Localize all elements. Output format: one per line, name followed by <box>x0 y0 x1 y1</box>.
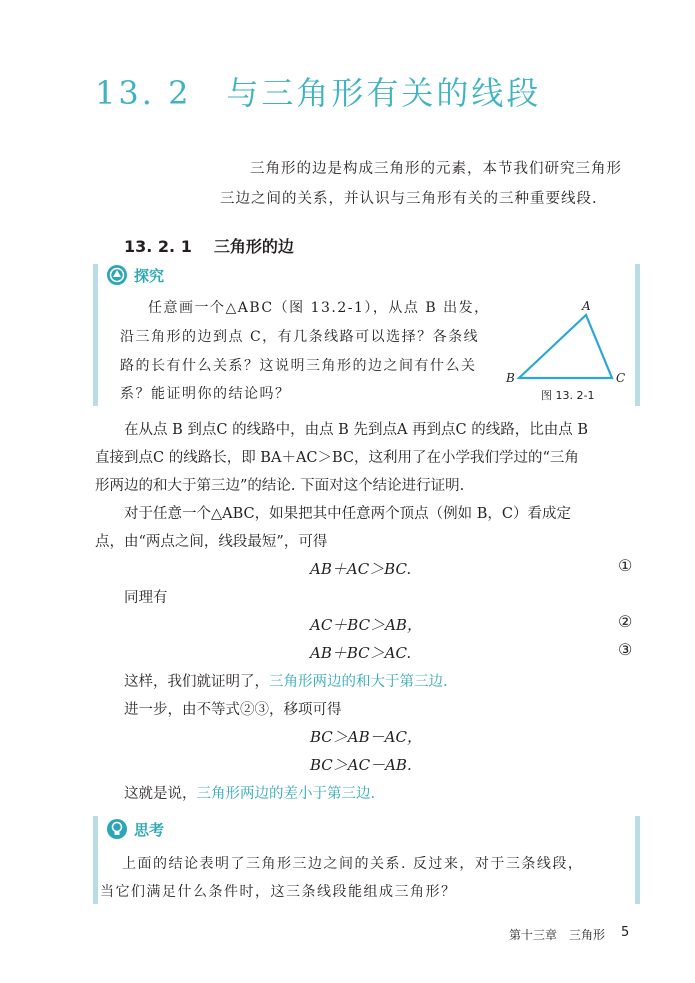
equation-4: BC＞AB－AC， <box>310 728 422 746</box>
think-box <box>93 816 640 904</box>
think-line-2: 当它们满足什么条件时，这三条线段能组成三角形？ <box>100 884 457 900</box>
conclusion-2 <box>124 780 375 808</box>
conclusion-1-highlight: 三角形两边的和大于第三边. <box>269 674 448 690</box>
vertex-c-label: C <box>616 371 626 385</box>
triangle-abc <box>519 315 612 378</box>
explore-box <box>93 264 640 406</box>
explore-header <box>106 264 164 286</box>
subsection-heading <box>124 234 294 257</box>
section-title: 13. 2 与三角形有关的线段 <box>95 74 542 112</box>
para1-line-2: 直接到点C 的线路长，即 BA＋AC＞BC，这利用了在小学我们学过的“三角 <box>95 450 579 466</box>
para2-line-2: 点，由“两点之间，线段最短”，可得 <box>95 534 328 550</box>
think-header <box>106 818 164 840</box>
page-number: 5 <box>621 925 630 940</box>
conclusion-1-prefix: 这样，我们就证明了， <box>124 674 269 690</box>
explore-line-2: 沿三角形的边到点 C，有几条线路可以选择？各条线 <box>120 329 480 345</box>
explore-line-3: 路的长有什么关系？这说明三角形的边之间有什么关 <box>120 358 477 374</box>
subsection-number: 13. 2. 1 <box>124 237 192 256</box>
conclusion-1 <box>124 668 448 696</box>
subsection-title: 三角形的边 <box>213 237 294 256</box>
explore-title: 探究 <box>134 266 165 285</box>
vertex-a-label: A <box>582 299 591 313</box>
further-text: 进一步，由不等式②③，移项可得 <box>124 702 342 718</box>
think-title: 思考 <box>134 820 165 839</box>
lightbulb-icon <box>106 818 128 840</box>
equation-2: AC＋BC＞AB， <box>310 616 422 634</box>
equation-3-mark: ③ <box>618 640 633 659</box>
equation-1: AB＋AC＞BC. <box>310 560 412 578</box>
vertex-b-label: B <box>506 371 515 385</box>
para1-line-1: 在从点 B 到点C 的线路中，由点 B 先到点A 再到点C 的线路，比由点 B <box>124 422 588 438</box>
similarly-text: 同理有 <box>124 590 168 606</box>
triangle-figure <box>503 296 633 401</box>
equation-5: BC＞AC－AB. <box>310 756 412 774</box>
para1-line-3: 形两边的和大于第三边”的结论. 下面对这个结论进行证明. <box>95 478 465 494</box>
explore-line-4: 系？能证明你的结论吗？ <box>120 386 291 402</box>
equation-1-mark: ① <box>618 556 633 575</box>
think-line-1: 上面的结论表明了三角形三边之间的关系. 反过来，对于三条线段， <box>122 856 584 872</box>
para2-line-1: 对于任意一个△ABC，如果把其中任意两个顶点（例如 B，C）看成定 <box>124 506 571 522</box>
intro-line-2: 三边之间的关系，并认识与三角形有关的三种重要线段. <box>220 191 598 207</box>
explore-icon <box>106 264 128 286</box>
footer-chapter: 第十三章 三角形 <box>509 928 606 942</box>
figure-caption: 图 13. 2-1 <box>541 389 595 401</box>
intro-line-1: 三角形的边是构成三角形的元素，本节我们研究三角形 <box>250 161 622 177</box>
equation-3: AB＋BC＞AC. <box>310 644 412 662</box>
equation-2-mark: ② <box>618 612 633 631</box>
conclusion-2-prefix: 这就是说， <box>124 786 197 802</box>
conclusion-2-highlight: 三角形两边的差小于第三边. <box>196 786 376 802</box>
explore-line-1: 任意画一个△ABC（图 13.2-1），从点 B 出发， <box>148 300 490 316</box>
